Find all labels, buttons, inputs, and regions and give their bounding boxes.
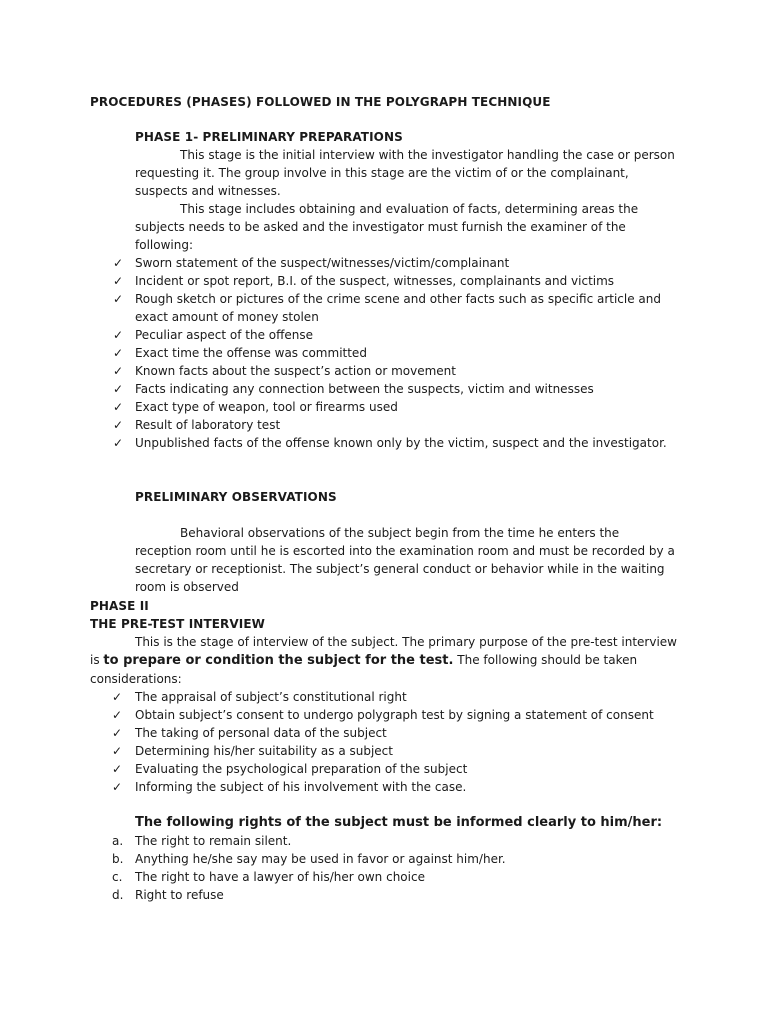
- phase1-heading: PHASE 1- PRELIMINARY PREPARATIONS: [135, 130, 403, 144]
- phase1-checklist: [113, 254, 675, 452]
- observations-heading: PRELIMINARY OBSERVATIONS: [135, 490, 337, 504]
- checkmark-icon: ✓: [113, 418, 124, 432]
- phase1-paragraph-1: This stage is the initial interview with the investigator handling the case or person requesting it. The group involve in this stage are the victim of or the complainant, suspects and witnesses.: [135, 148, 675, 198]
- phase1-section: [113, 128, 675, 452]
- checkmark-icon: ✓: [113, 382, 124, 396]
- checkmark-icon: ✓: [113, 274, 124, 288]
- list-item: ✓ Informing the subject of his involvement with the case.: [112, 780, 467, 794]
- list-item: ✓ Exact type of weapon, tool or firearms used: [113, 400, 398, 414]
- checkmark-icon: ✓: [112, 708, 123, 722]
- phase2-heading: PHASE II: [90, 599, 149, 613]
- list-item: d. Right to refuse: [112, 888, 224, 902]
- rights-list: [90, 832, 680, 904]
- list-item: ✓ Exact time the offense was committed: [113, 346, 367, 360]
- rights-heading: The following rights of the subject must be informed clearly to him/her:: [135, 815, 663, 830]
- checkmark-icon: ✓: [112, 762, 123, 776]
- list-item: ✓ The appraisal of subject’s constitutional right: [112, 690, 407, 704]
- list-item: ✓ Sworn statement of the suspect/witnesses/victim/complainant: [113, 256, 510, 270]
- phase2-emphasis: to prepare or condition the subject for the test.: [103, 653, 454, 668]
- observations-paragraph: Behavioral observations of the subject begin from the time he enters the reception room until he is escorted into the examination room and must be recorded by a secretary or receptionist. The subject’s general conduct or behavior while in the waiting room is observed: [135, 526, 675, 594]
- checkmark-icon: ✓: [113, 400, 124, 414]
- checkmark-icon: ✓: [113, 436, 124, 450]
- list-item: ✓ Evaluating the psychological preparation of the subject: [112, 762, 468, 776]
- checkmark-icon: ✓: [113, 292, 124, 306]
- checkmark-icon: ✓: [113, 364, 124, 378]
- list-item: ✓ Determining his/her suitability as a subject: [112, 744, 393, 758]
- list-item: ✓ Peculiar aspect of the offense: [113, 328, 314, 342]
- list-item: ✓ Incident or spot report, B.I. of the suspect, witnesses, complainants and victims: [113, 274, 615, 288]
- list-item: ✓ Facts indicating any connection between the suspects, victim and witnesses: [113, 382, 594, 396]
- list-item: ✓ Known facts about the suspect’s action or movement: [113, 364, 456, 378]
- document-title: PROCEDURES (PHASES) FOLLOWED IN THE POLYGRAPH TECHNIQUE: [90, 95, 551, 109]
- phase2-section: [90, 597, 680, 904]
- pretest-interview-heading: THE PRE-TEST INTERVIEW: [90, 617, 265, 631]
- phase2-checklist: [90, 688, 680, 796]
- checkmark-icon: ✓: [112, 744, 123, 758]
- preliminary-observations-section: [135, 488, 675, 596]
- list-item: ✓ Obtain subject’s consent to undergo polygraph test by signing a statement of consent: [112, 708, 654, 722]
- checkmark-icon: ✓: [113, 328, 124, 342]
- phase2-paragraph: This is the stage of interview of the subject. The primary purpose of the pre-test interview is to prepare or condition the subject for the test. The following should be taken considerations:: [90, 635, 677, 686]
- list-item: b. Anything he/she say may be used in favor or against him/her.: [112, 852, 506, 866]
- list-item: ✓ Result of laboratory test: [113, 418, 281, 432]
- list-item: ✓ Rough sketch or pictures of the crime scene and other facts such as specific article and exact amount of money stolen: [113, 292, 662, 324]
- checkmark-icon: ✓: [112, 726, 123, 740]
- phase1-paragraph-2: This stage includes obtaining and evaluation of facts, determining areas the subjects needs to be asked and the investigator must furnish the examiner of the following:: [135, 202, 639, 252]
- checkmark-icon: ✓: [112, 780, 123, 794]
- list-item: ✓ The taking of personal data of the subject: [112, 726, 387, 740]
- list-item: c. The right to have a lawyer of his/her own choice: [112, 870, 425, 884]
- list-item: a. The right to remain silent.: [112, 834, 292, 848]
- checkmark-icon: ✓: [113, 346, 124, 360]
- checkmark-icon: ✓: [113, 256, 124, 270]
- list-item: ✓ Unpublished facts of the offense known only by the victim, suspect and the investigator.: [113, 436, 667, 450]
- checkmark-icon: ✓: [112, 690, 123, 704]
